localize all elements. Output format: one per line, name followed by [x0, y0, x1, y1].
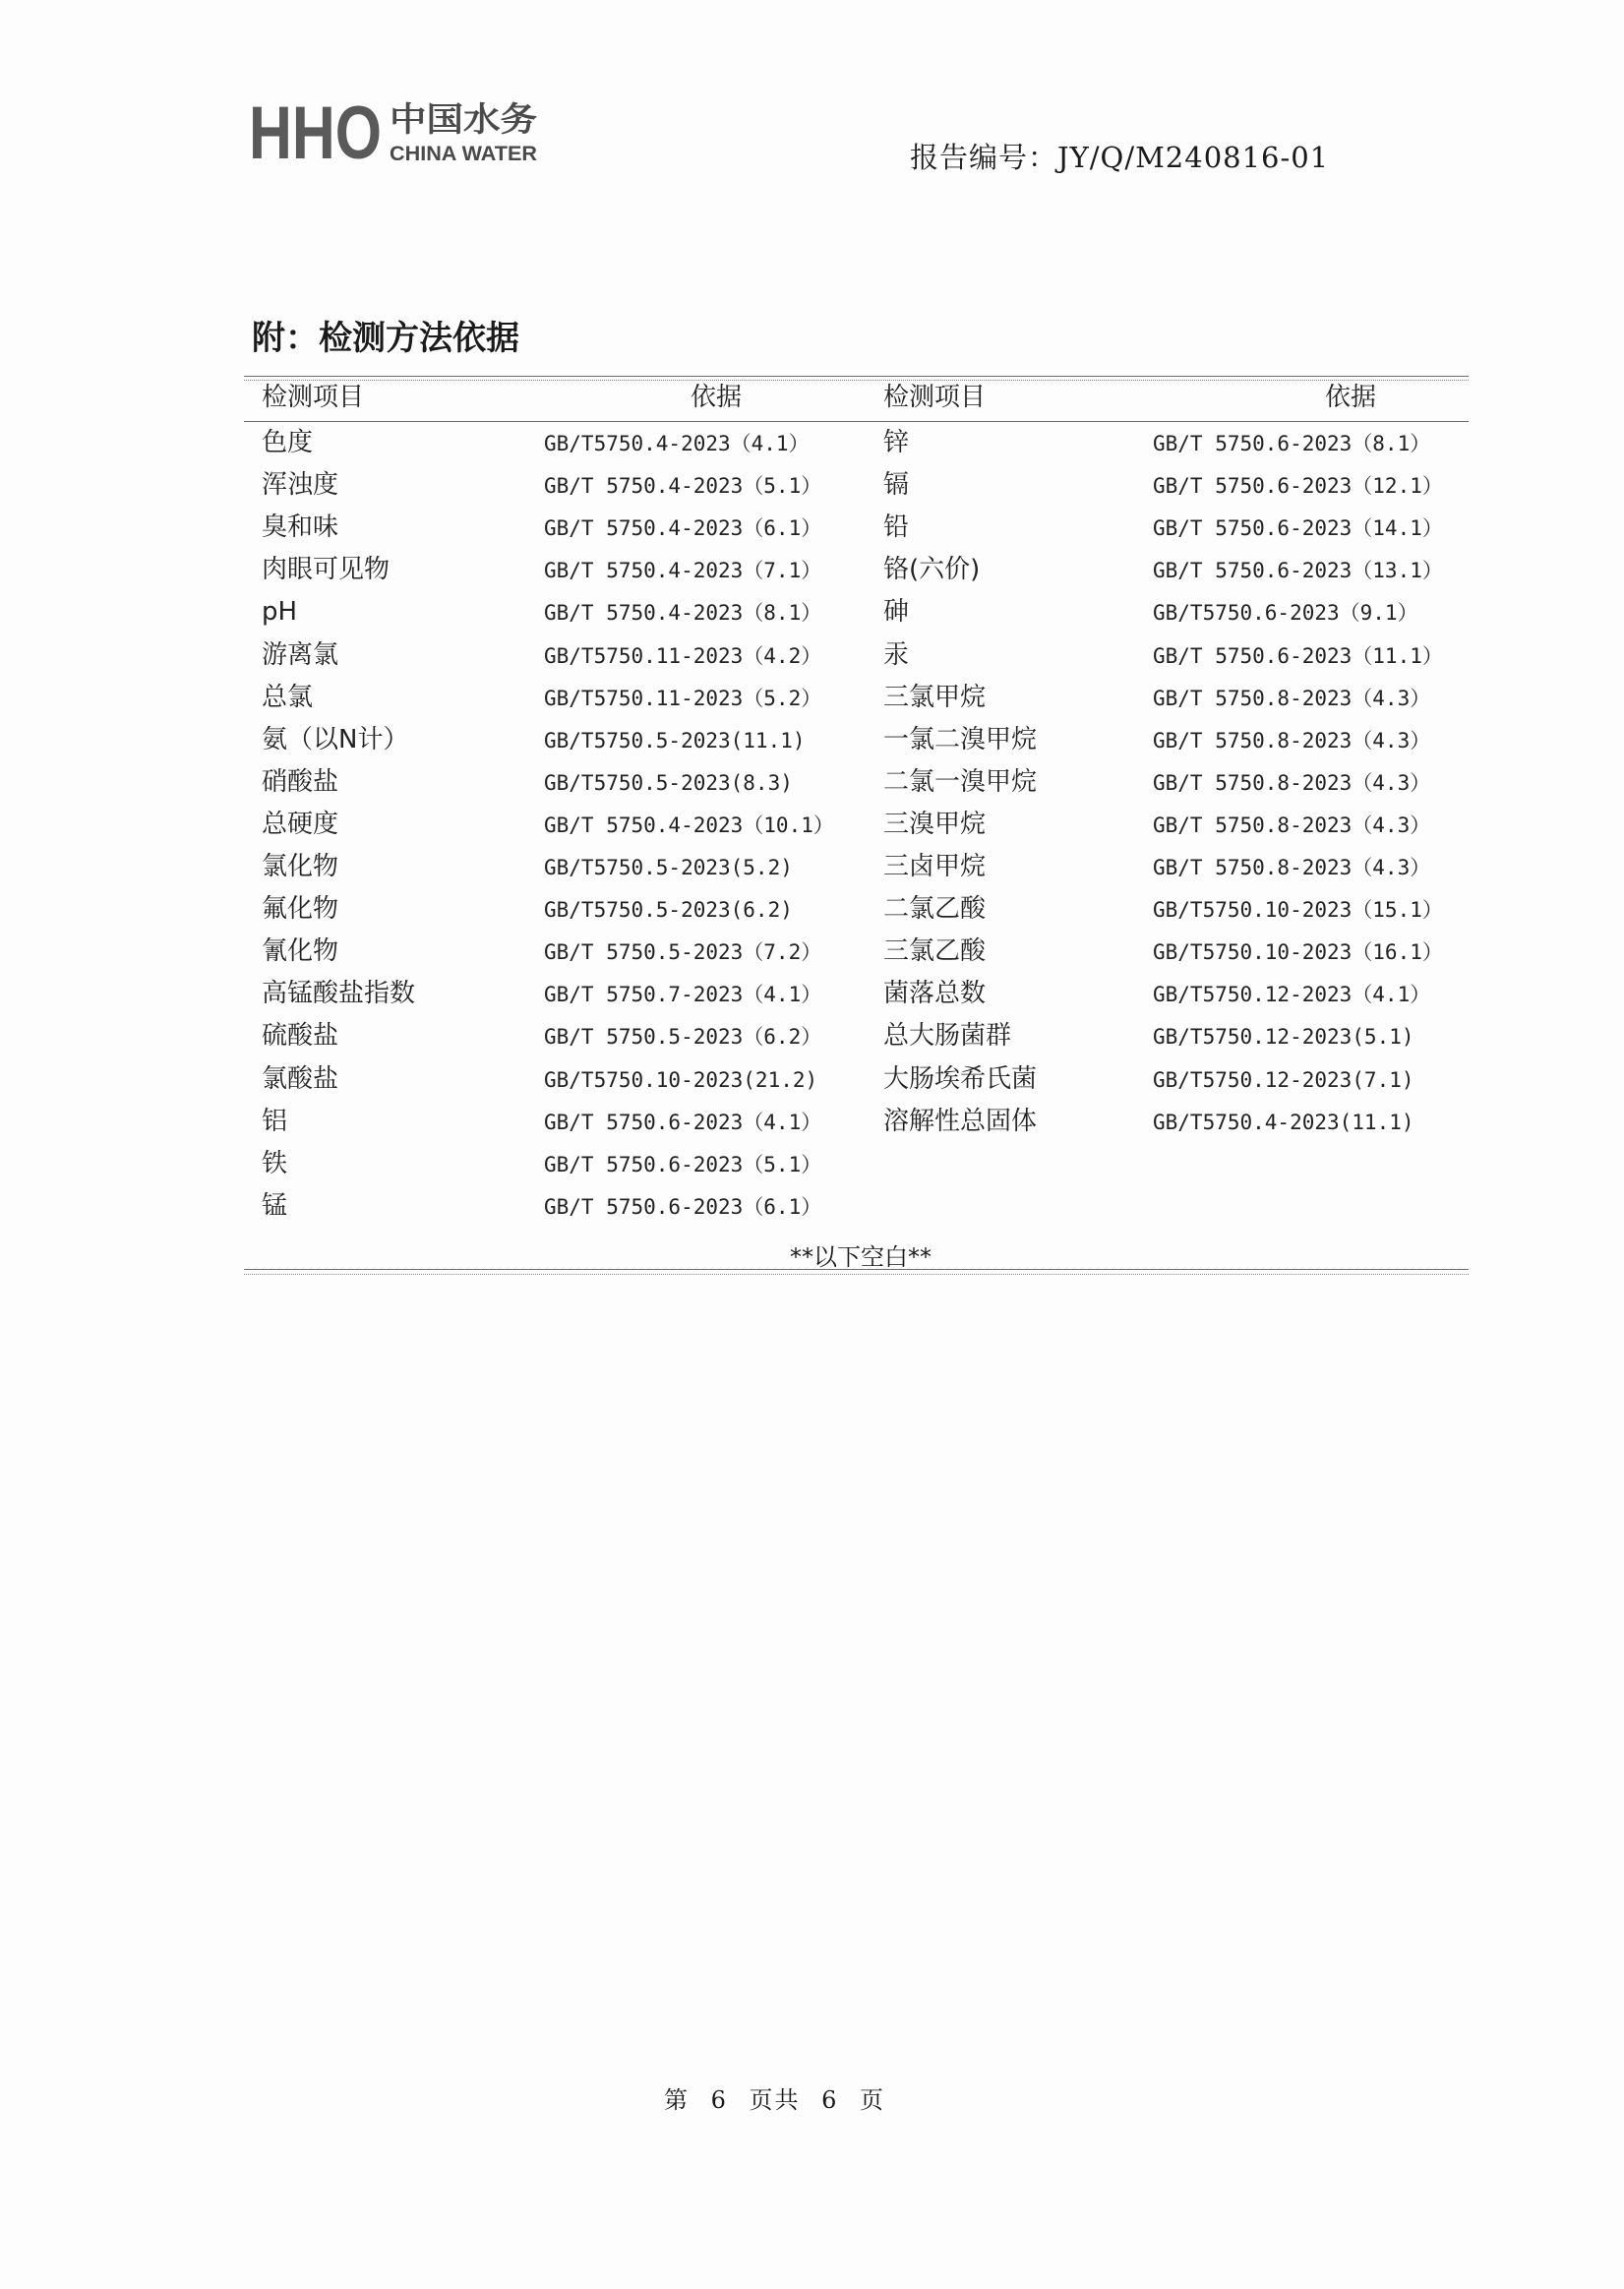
table-cell-item: 色度 — [262, 428, 314, 457]
header-item-left: 检测项目 — [262, 383, 365, 412]
table-cell-item: 菌落总数 — [883, 979, 987, 1008]
table-cell-item: 一氯二溴甲烷 — [883, 725, 1038, 754]
table-cell-item: 硝酸盐 — [262, 767, 339, 797]
section-title: 附：检测方法依据 — [252, 319, 519, 358]
table-cell-basis: GB/T5750.10-2023(21.2) — [544, 1068, 818, 1092]
table-cell-item: 氟化物 — [262, 894, 339, 924]
table-cell-item: 硫酸盐 — [262, 1021, 339, 1051]
table-cell-basis: GB/T 5750.4-2023（6.1） — [544, 516, 822, 540]
table-cell-item: 溶解性总固体 — [883, 1107, 1038, 1136]
table-cell-basis: GB/T5750.5-2023(8.3) — [544, 771, 793, 795]
table-cell-basis: GB/T5750.12-2023(7.1) — [1153, 1068, 1414, 1092]
table-cell-basis: GB/T5750.5-2023(5.2) — [544, 856, 793, 879]
table-cell-item: 大肠埃希氏菌 — [883, 1064, 1038, 1094]
table-cell-item: 铅 — [883, 512, 910, 542]
page-number: 第 6 页共 6 页 — [664, 2086, 886, 2114]
header-basis-right: 依据 — [1325, 383, 1377, 412]
table-cell-basis: GB/T5750.6-2023（9.1） — [1153, 601, 1418, 625]
report-number — [910, 136, 1329, 176]
header-basis-left: 依据 — [691, 383, 743, 412]
table-cell-basis: GB/T 5750.5-2023（6.2） — [544, 1025, 822, 1049]
table-cell-item: 铁 — [262, 1149, 288, 1178]
table-top-rule-dotted — [244, 380, 1469, 381]
table-cell-item: 浑浊度 — [262, 470, 339, 500]
table-cell-basis: GB/T5750.5-2023(6.2) — [544, 898, 793, 922]
table-cell-basis: GB/T 5750.7-2023（4.1） — [544, 983, 822, 1006]
company-logo — [249, 93, 544, 172]
header-item-right: 检测项目 — [883, 383, 987, 412]
table-cell-basis: GB/T 5750.8-2023（4.3） — [1153, 856, 1431, 879]
table-cell-item: 二氯一溴甲烷 — [883, 767, 1038, 797]
table-cell-basis: GB/T 5750.8-2023（4.3） — [1153, 729, 1431, 753]
table-cell-basis: GB/T 5750.4-2023（8.1） — [544, 601, 822, 625]
table-cell-basis: GB/T5750.10-2023（16.1） — [1153, 940, 1443, 964]
table-cell-item: 游离氯 — [262, 640, 339, 670]
table-cell-basis: GB/T 5750.8-2023（4.3） — [1153, 771, 1431, 795]
table-cell-basis: GB/T 5750.4-2023（5.1） — [544, 474, 822, 498]
table-cell-item: 氨（以N计） — [262, 725, 409, 754]
table-cell-basis: GB/T5750.10-2023（15.1） — [1153, 898, 1443, 922]
table-cell-basis: GB/T5750.4-2023（4.1） — [544, 432, 810, 455]
table-cell-item: 镉 — [883, 470, 910, 500]
table-cell-item: 臭和味 — [262, 512, 339, 542]
table-cell-item: 氰化物 — [262, 936, 339, 966]
table-cell-item: 汞 — [883, 640, 910, 670]
table-cell-item: 总氯 — [262, 683, 314, 712]
logo-cn-name: 中国水务 — [390, 100, 537, 140]
table-cell-item: 总大肠菌群 — [883, 1021, 1012, 1051]
table-cell-item: 三溴甲烷 — [883, 810, 987, 839]
table-cell-item: 氯化物 — [262, 852, 339, 881]
report-number-value: JY/Q/M240816-01 — [1057, 141, 1330, 174]
table-cell-basis: GB/T 5750.6-2023（11.1） — [1153, 644, 1443, 668]
table-cell-basis: GB/T5750.5-2023(11.1) — [544, 729, 806, 753]
logo-mark: HHO — [249, 93, 382, 172]
table-cell-basis: GB/T 5750.6-2023（8.1） — [1153, 432, 1431, 455]
table-cell-item: 氯酸盐 — [262, 1064, 339, 1094]
table-top-rule — [244, 376, 1469, 377]
table-header-rule — [244, 421, 1469, 422]
table-cell-item: 高锰酸盐指数 — [262, 979, 416, 1008]
table-cell-item: 锰 — [262, 1191, 288, 1221]
report-number-label: 报告编号： — [910, 141, 1058, 174]
table-cell-item: 三氯甲烷 — [883, 683, 987, 712]
table-cell-basis: GB/T5750.12-2023(5.1) — [1153, 1025, 1414, 1049]
table-cell-item: 三卤甲烷 — [883, 852, 987, 881]
table-cell-basis: GB/T 5750.5-2023（7.2） — [544, 940, 822, 964]
table-cell-basis: GB/T5750.12-2023（4.1） — [1153, 983, 1431, 1006]
table-cell-basis: GB/T 5750.8-2023（4.3） — [1153, 813, 1431, 837]
table-cell-item: 锌 — [883, 428, 910, 457]
table-cell-basis: GB/T5750.11-2023（5.2） — [544, 687, 822, 710]
table-cell-item: 砷 — [883, 597, 910, 627]
table-cell-basis: GB/T 5750.6-2023（14.1） — [1153, 516, 1443, 540]
table-cell-item: pH — [262, 597, 298, 627]
table-cell-basis: GB/T 5750.6-2023（4.1） — [544, 1111, 822, 1134]
table-cell-basis: GB/T 5750.6-2023（12.1） — [1153, 474, 1443, 498]
table-cell-item: 三氯乙酸 — [883, 936, 987, 966]
table-cell-basis: GB/T 5750.6-2023（5.1） — [544, 1153, 822, 1176]
table-cell-basis: GB/T 5750.4-2023（7.1） — [544, 559, 822, 582]
logo-en-name: CHINA WATER — [390, 143, 537, 165]
table-cell-item: 二氯乙酸 — [883, 894, 987, 924]
table-cell-basis: GB/T 5750.8-2023（4.3） — [1153, 687, 1431, 710]
table-cell-basis: GB/T 5750.4-2023（10.1） — [544, 813, 834, 837]
table-cell-basis: GB/T5750.11-2023（4.2） — [544, 644, 822, 668]
table-cell-basis: GB/T 5750.6-2023（13.1） — [1153, 559, 1443, 582]
blank-below-note: **以下空白** — [790, 1243, 932, 1271]
table-cell-item: 总硬度 — [262, 810, 339, 839]
table-cell-basis: GB/T 5750.6-2023（6.1） — [544, 1195, 822, 1219]
table-cell-item: 铬(六价) — [883, 555, 981, 584]
table-bottom-rule-dotted — [244, 1274, 1469, 1275]
table-cell-item: 铝 — [262, 1107, 288, 1136]
table-cell-item: 肉眼可见物 — [262, 555, 391, 584]
table-cell-basis: GB/T5750.4-2023(11.1) — [1153, 1111, 1414, 1134]
